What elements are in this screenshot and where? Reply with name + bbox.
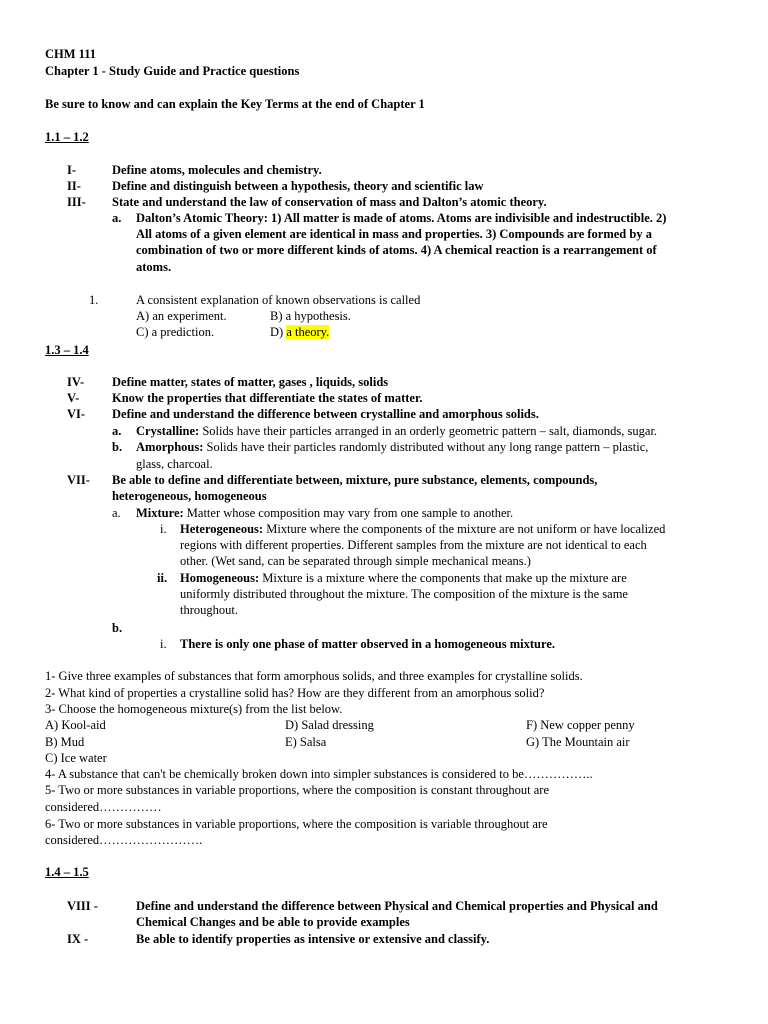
item-number-iv: IV-	[67, 375, 85, 389]
page-title: Chapter 1 - Study Guide and Practice questions	[45, 64, 300, 78]
item-text-vii: Be able to define and differentiate between, mixture, pure substance, elements, compounds,	[112, 473, 598, 487]
item-number-v: V-	[67, 391, 80, 405]
homogeneous-line-2: uniformly distributed throughout the mixture. The composition of the mixture is the same	[180, 587, 628, 601]
practice-question-5-continuation: considered……………	[45, 800, 162, 814]
amorphous-text: Solids have their particles randomly distributed without any long range pattern – plastic,	[203, 440, 649, 454]
item-number-ix: IX -	[67, 932, 89, 946]
crystalline-letter: a.	[112, 424, 122, 438]
item-text-v: Know the properties that differentiate the states of matter.	[112, 391, 423, 405]
question-1-option-a: A) an experiment.	[136, 309, 227, 323]
question-1-stem: A consistent explanation of known observations is called	[136, 293, 421, 307]
amorphous-continuation: glass, charcoal.	[136, 457, 213, 471]
item-number-vii: VII-	[67, 473, 90, 487]
homogeneous-definition	[180, 570, 627, 586]
item-text-viii: Define and understand the difference between Physical and Chemical properties and Physical and	[136, 899, 658, 913]
question-1-option-c: C) a prediction.	[136, 325, 215, 339]
heterogeneous-definition	[180, 521, 665, 537]
homogeneous-text: Mixture is a mixture where the components that make up the mixture are	[259, 571, 627, 585]
crystalline-text: Solids have their particles arranged in an orderly geometric pattern – salt, diamonds, sugar.	[199, 424, 658, 438]
dalton-line-1: Dalton’s Atomic Theory: 1) All matter is made of atoms. Atoms are indivisible and indestructible. 2)	[136, 211, 667, 225]
question-1-option-d	[270, 324, 329, 340]
section-heading-1-3: 1.3 – 1.4	[45, 343, 89, 357]
practice-question-6-continuation: considered…………………….	[45, 833, 203, 847]
amorphous-term: Amorphous:	[136, 440, 204, 454]
practice-question-3: 3- Choose the homogeneous mixture(s) from the list below.	[45, 702, 343, 716]
dalton-line-3: combination of two or more different kinds of atoms. 4) A chemical reaction is a rearrangement of	[136, 243, 657, 257]
dalton-line-2: All atoms of a given element are identical in mass and properties. 3) Compounds are formed by a	[136, 227, 652, 241]
highlighted-answer: a theory.	[286, 325, 330, 339]
item-text-vii-continuation: heterogeneous, homogeneous	[112, 489, 267, 503]
one-phase-number: i.	[160, 637, 167, 651]
option-g: G) The Mountain air	[526, 735, 630, 749]
item-text-ii: Define and distinguish between a hypothesis, theory and scientific law	[112, 179, 484, 193]
heterogeneous-term: Heterogeneous:	[180, 522, 264, 536]
homogeneous-number: ii.	[157, 571, 168, 585]
item-text-vi: Define and understand the difference between crystalline and amorphous solids.	[112, 407, 539, 421]
heterogeneous-number: i.	[160, 522, 167, 536]
option-c: C) Ice water	[45, 751, 107, 765]
heterogeneous-line-3: other. (Wet sand, can be separated through simple mechanical means.)	[180, 554, 531, 568]
item-text-iv: Define matter, states of matter, gases , liquids, solids	[112, 375, 389, 389]
section-heading-1-4: 1.4 – 1.5	[45, 865, 89, 879]
option-a: A) Kool-aid	[45, 718, 106, 732]
homogeneous-line-3: throughout.	[180, 603, 238, 617]
item-text-viii-continuation: Chemical Changes and be able to provide examples	[136, 915, 410, 929]
option-f: F) New copper penny	[526, 718, 635, 732]
item-text-i: Define atoms, molecules and chemistry.	[112, 163, 322, 177]
dalton-letter: a.	[112, 211, 122, 225]
practice-question-2: 2- What kind of properties a crystalline solid has? How are they different from an amorphous solid?	[45, 686, 545, 700]
heterogeneous-line-2: regions with different properties. Different samples from the mixture are not identical to each	[180, 538, 647, 552]
course-code: CHM 111	[45, 47, 97, 61]
mixture-text: Matter whose composition may vary from one sample to another.	[183, 506, 514, 520]
practice-question-6: 6- Two or more substances in variable proportions, where the composition is variable throughout are	[45, 817, 548, 831]
item-number-i: I-	[67, 163, 77, 177]
item-number-iii: III-	[67, 195, 86, 209]
mixture-term: Mixture:	[136, 506, 184, 520]
amorphous-letter: b.	[112, 440, 123, 454]
amorphous-definition	[136, 439, 648, 455]
practice-question-5: 5- Two or more substances in variable proportions, where the composition is constant throughout are	[45, 783, 549, 797]
item-number-ii: II-	[67, 179, 81, 193]
mixture-letter: a.	[112, 506, 121, 520]
option-d-prefix: D)	[270, 325, 287, 339]
option-d: D) Salad dressing	[285, 718, 374, 732]
one-phase-text: There is only one phase of matter observed in a homogeneous mixture.	[180, 637, 555, 651]
item-number-viii: VIII -	[67, 899, 98, 913]
crystalline-definition	[136, 423, 657, 439]
b-label: b.	[112, 621, 123, 635]
question-1-number: 1.	[89, 293, 99, 307]
homogeneous-term: Homogeneous:	[180, 571, 260, 585]
item-number-vi: VI-	[67, 407, 86, 421]
practice-question-1: 1- Give three examples of substances that form amorphous solids, and three examples for crystalline solids.	[45, 669, 583, 683]
crystalline-term: Crystalline:	[136, 424, 200, 438]
dalton-line-4: atoms.	[136, 260, 172, 274]
option-e: E) Salsa	[285, 735, 327, 749]
option-b: B) Mud	[45, 735, 85, 749]
item-text-iii: State and understand the law of conservation of mass and Dalton’s atomic theory.	[112, 195, 547, 209]
item-text-ix: Be able to identify properties as intensive or extensive and classify.	[136, 932, 490, 946]
practice-question-4: 4- A substance that can't be chemically broken down into simpler substances is considered to be……………..	[45, 767, 593, 781]
mixture-definition	[136, 505, 513, 521]
section-heading-1-1: 1.1 – 1.2	[45, 130, 89, 144]
instruction-text: Be sure to know and can explain the Key Terms at the end of Chapter 1	[45, 97, 425, 111]
heterogeneous-text: Mixture where the components of the mixture are not uniform or have localized	[263, 522, 666, 536]
question-1-option-b: B) a hypothesis.	[270, 309, 351, 323]
